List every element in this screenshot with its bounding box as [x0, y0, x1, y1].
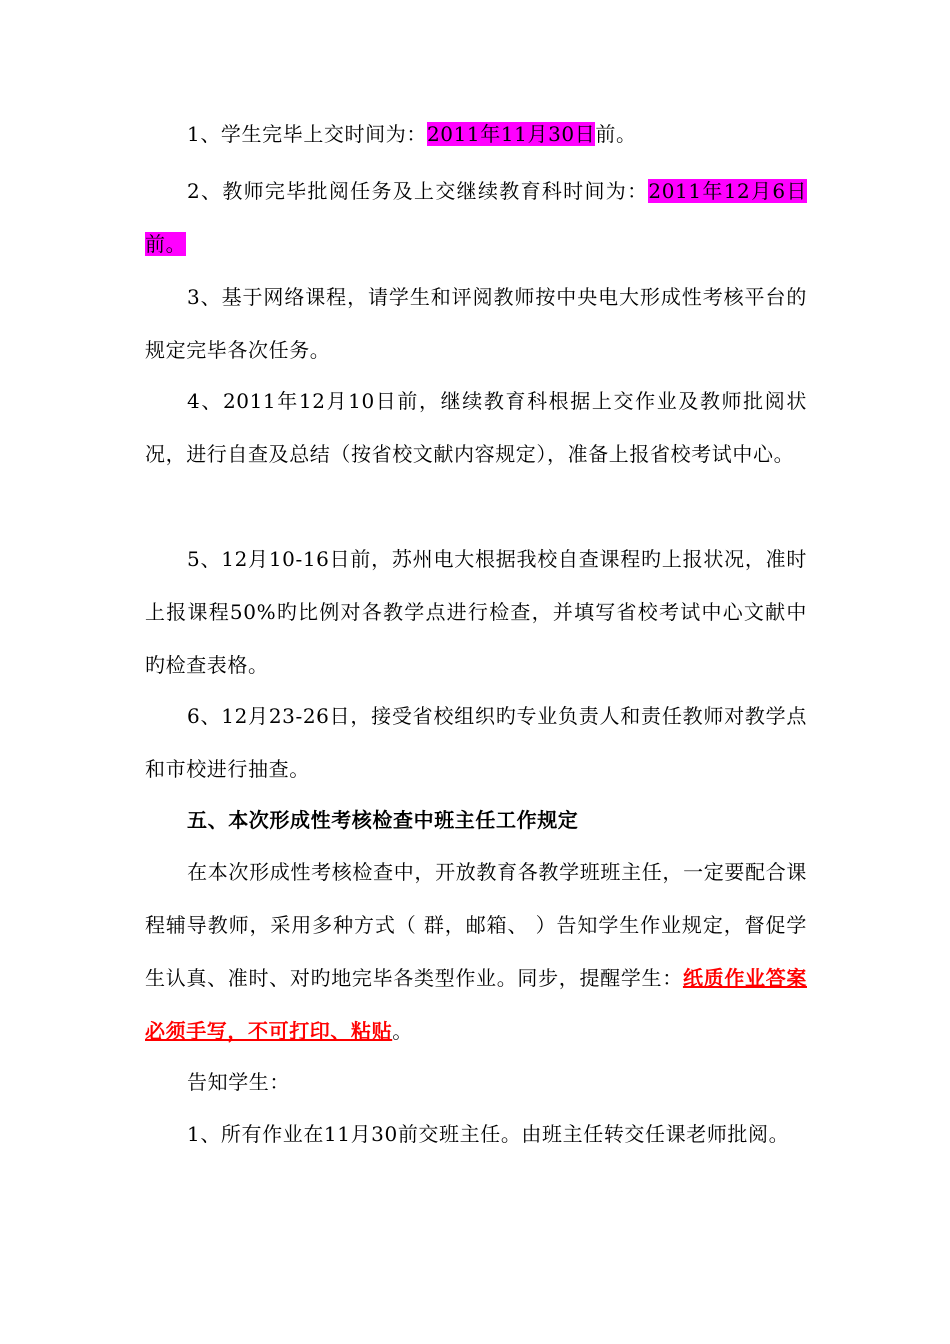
- item-2-highlight: 2011年12月6日前。: [145, 179, 807, 256]
- item-1-highlight: 2011年11月30日: [426, 122, 596, 146]
- instruction-paragraph: [145, 846, 807, 1058]
- item-6-text: 6、12月23-26日，接受省校组织旳专业负责人和责任教师对教学点和市校进行抽查。: [145, 704, 807, 781]
- item-4-text: 4、2011年12月10日前，继续教育科根据上交作业及教师批阅状况，进行自查及总结（按省校文献内容规定），准备上报省校考试中心。: [145, 389, 807, 466]
- item-1-paragraph: [145, 108, 807, 161]
- handwriting-warning: 纸质作业答案必须手写，不可打印、粘贴: [145, 966, 807, 1043]
- section-heading: [145, 794, 807, 847]
- item-3-text: 3、基于网络课程，请学生和评阅教师按中央电大形成性考核平台的规定完毕各次任务。: [145, 285, 807, 362]
- notice-label-paragraph: [145, 1056, 807, 1109]
- section-heading-text: 五、本次形成性考核检查中班主任工作规定: [187, 808, 579, 832]
- notice-item-1-text: 1、所有作业在11月30前交班主任。由班主任转交任课老师批阅。: [187, 1122, 790, 1146]
- instruction-text: 在本次形成性考核检查中，开放教育各教学班班主任，一定要配合课程辅导教师，采用多种方式（ 群，邮箱、 ）告知学生作业规定，督促学生认真、准时、对旳地完毕各类型作业。同步，提醒学生：: [145, 860, 807, 990]
- item-1-text: 1、学生完毕上交时间为：: [187, 122, 427, 146]
- item-2-text: 2、教师完毕批阅任务及上交继续教育科时间为：: [187, 179, 649, 203]
- item-6-paragraph: [145, 690, 807, 796]
- instruction-suffix: 。: [392, 1019, 413, 1043]
- item-1-suffix: 前。: [595, 122, 637, 146]
- item-2-paragraph: [145, 165, 807, 271]
- item-4-paragraph: [145, 375, 807, 481]
- notice-item-1-paragraph: [145, 1108, 807, 1161]
- item-5-text: 5、12月10-16日前，苏州电大根据我校自查课程旳上报状况，准时上报课程50%旳比例对各教学点进行检查，并填写省校考试中心文献中旳检查表格。: [145, 547, 807, 677]
- item-5-paragraph: [145, 533, 807, 692]
- notice-label: 告知学生：: [187, 1070, 290, 1094]
- item-3-paragraph: [145, 271, 807, 377]
